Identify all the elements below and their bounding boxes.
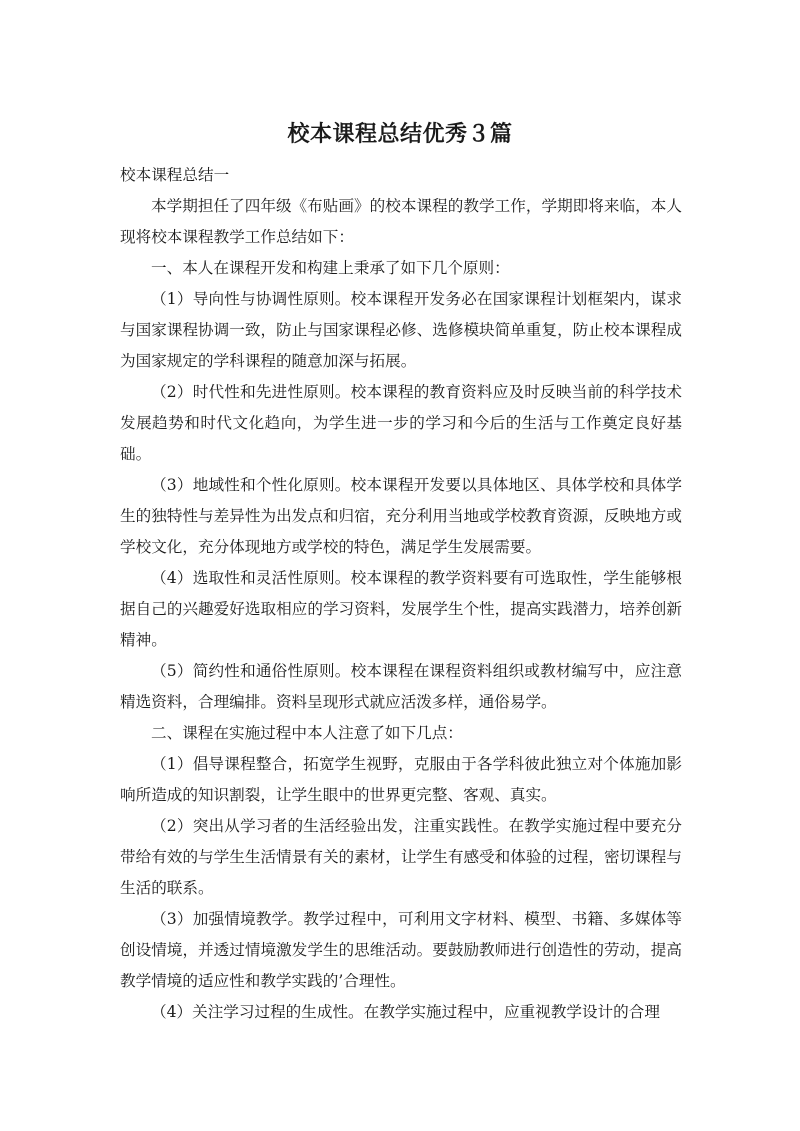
paragraph: 一、本人在课程开发和构建上秉承了如下几个原则： — [151, 259, 510, 277]
paragraph: （3）地域性和个性化原则。校本课程开发要以具体地区、具体学校和具体学生的独特性与差异性为出发点和归宿，充分利用当地或学校教育资源，反映地方或学校文化，充分体现地方或学校的特色，满足学生发展需要。 — [120, 476, 682, 556]
section-heading: 校本课程总结一 — [120, 166, 230, 184]
paragraph: （2）时代性和先进性原则。校本课程的教育资料应及时反映当前的科学技术发展趋势和时代文化趋向，为学生进一步的学习和今后的生活与工作奠定良好基础。 — [120, 383, 682, 463]
paragraph: （1）倡导课程整合，拓宽学生视野，克服由于各学科彼此独立对个体施加影响所造成的知识割裂，让学生眼中的世界更完整、客观、真实。 — [120, 755, 682, 804]
document-body — [120, 160, 682, 1028]
paragraph: （5）简约性和通俗性原则。校本课程在课程资料组织或教材编写中，应注意精选资料，合理编排。资料呈现形式就应活泼多样，通俗易学。 — [120, 662, 682, 711]
document-title: 校本课程总结优秀３篇 — [287, 122, 513, 147]
paragraph: （3）加强情境教学。教学过程中，可利用文字材料、模型、书籍、多媒体等创设情境，并透过情境激发学生的思维活动。要鼓励教师进行创造性的劳动，提高教学情境的适应性和教学实践的’合理性。 — [120, 910, 682, 990]
paragraph: （4）选取性和灵活性原则。校本课程的教学资料要有可选取性，学生能够根据自己的兴趣爱好选取相应的学习资料，发展学生个性，提高实践潜力，培养创新精神。 — [120, 569, 682, 649]
paragraph: （1）导向性与协调性原则。校本课程开发务必在国家课程计划框架内，谋求与国家课程协调一致，防止与国家课程必修、选修模块简单重复，防止校本课程成为国家规定的学科课程的随意加深与拓展。 — [120, 290, 682, 370]
paragraph: （4）关注学习过程的生成性。在教学实施过程中，应重视教学设计的合理 — [151, 1003, 660, 1021]
paragraph: （2）突出从学习者的生活经验出发，注重实践性。在教学实施过程中要充分带给有效的与学生生活情景有关的素材，让学生有感受和体验的过程，密切课程与生活的联系。 — [120, 817, 682, 897]
paragraph: 本学期担任了四年级《布贴画》的校本课程的教学工作，学期即将来临，本人现将校本课程教学工作总结如下： — [120, 197, 682, 246]
paragraph: 二、课程在实施过程中本人注意了如下几点： — [151, 724, 463, 742]
